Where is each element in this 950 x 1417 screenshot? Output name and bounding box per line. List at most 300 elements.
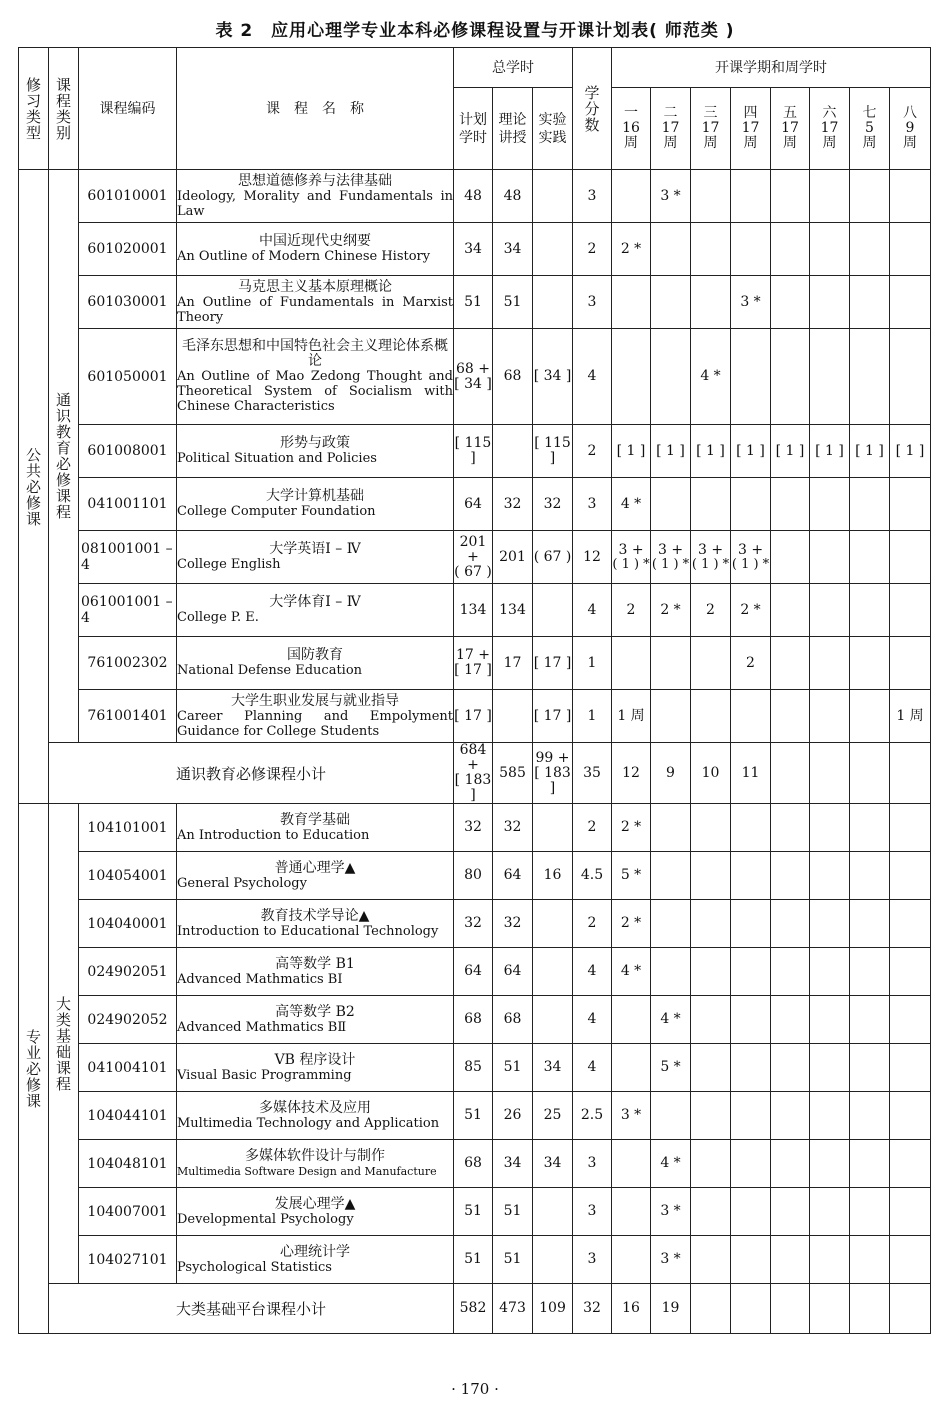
semester-8-hours xyxy=(890,900,931,948)
semester-6-hours xyxy=(810,531,850,584)
course-name-cn: 教育技术学导论▲ xyxy=(260,907,370,924)
semester-num: 六 xyxy=(822,105,837,121)
course-name-en: College English xyxy=(177,557,281,572)
semester-value: 3 * xyxy=(620,1107,642,1123)
semester-2-hours xyxy=(651,948,691,996)
practice-hours xyxy=(533,852,573,900)
subtotal-semester-8 xyxy=(890,1284,931,1334)
semester-1-hours xyxy=(612,1140,651,1188)
subtotal-lecture xyxy=(493,743,533,804)
course-name-en: College Computer Foundation xyxy=(177,504,376,519)
semester-value: 2 * xyxy=(620,819,642,835)
semester-value: 2 xyxy=(706,601,715,618)
semester-4-hours xyxy=(731,276,771,329)
semester-7-hours xyxy=(850,1044,890,1092)
semester-4-hours xyxy=(731,900,771,948)
semester-4-hours xyxy=(731,948,771,996)
credits-value: 3 xyxy=(587,1155,597,1171)
semester-1-hours xyxy=(612,223,651,276)
practice-hours xyxy=(533,170,573,223)
semester-5-hours xyxy=(771,223,810,276)
semester-6-hours xyxy=(810,1188,850,1236)
credits-value: 1 xyxy=(587,654,597,671)
course-name-en: General Psychology xyxy=(177,875,307,891)
planned-hours-value: [ 17 ] xyxy=(454,707,492,724)
semester-weeks: 17 xyxy=(661,120,680,136)
subtotal-semester-2 xyxy=(651,743,691,804)
semester-value: 10 xyxy=(701,764,720,781)
semester-3-hours xyxy=(691,996,731,1044)
course-name-cn: 中国近现代史纲要 xyxy=(259,233,371,249)
planned-hours xyxy=(454,223,493,276)
semester-3-hours xyxy=(691,900,731,948)
semester-5-hours xyxy=(771,531,810,584)
practice-hours xyxy=(533,996,573,1044)
semester-7-hours xyxy=(850,584,890,637)
table-row xyxy=(19,425,931,478)
header-semester-schedule: 开课学期和周学时 xyxy=(612,48,931,88)
header-study-type: 修 习 类 型 xyxy=(19,48,49,170)
practice-hours-value: ( 67 ) xyxy=(533,548,572,565)
semester-3-hours xyxy=(691,223,731,276)
course-name-en: Visual Basic Programming xyxy=(177,1067,352,1083)
planned-hours xyxy=(454,1140,493,1188)
planned-hours-value: 51 xyxy=(464,1203,482,1219)
subtotal-semester-7 xyxy=(850,1284,890,1334)
semester-3-hours xyxy=(691,1140,731,1188)
semester-unit: 周 xyxy=(743,135,758,151)
course-name-cell xyxy=(177,1044,454,1092)
semester-1-hours xyxy=(612,478,651,531)
semester-2-hours xyxy=(651,425,691,478)
course-category-cell xyxy=(49,804,79,1284)
lecture-hours-value: 34 xyxy=(503,240,522,257)
lecture-hours xyxy=(493,1044,533,1092)
study-type-cell xyxy=(19,170,49,804)
course-name-en: Advanced Mathmatics BⅠ xyxy=(177,971,343,987)
semester-5-hours xyxy=(771,329,810,425)
planned-hours-value: 201 + xyxy=(459,533,487,565)
semester-5-hours xyxy=(771,170,810,223)
credits-value: 4 xyxy=(587,963,597,979)
semester-value-extra: ( 1 ) * xyxy=(691,556,730,572)
semester-value: 4 * xyxy=(620,495,642,512)
semester-value: 2 * xyxy=(740,601,761,618)
semester-2-hours xyxy=(651,584,691,637)
course-name-cn: 大学计算机基础 xyxy=(266,488,364,504)
practice-hours xyxy=(533,1044,573,1092)
subtotal-practice xyxy=(533,1284,573,1334)
credits-value: 1 xyxy=(587,707,597,724)
semester-7-hours xyxy=(850,690,890,743)
semester-num: 四 xyxy=(743,105,758,121)
lecture-hours-value: 26 xyxy=(503,1107,522,1123)
semester-num: 八 xyxy=(903,105,918,121)
practice-hours xyxy=(533,276,573,329)
semester-7-hours xyxy=(850,900,890,948)
semester-value: 2 xyxy=(626,601,636,618)
table-row xyxy=(19,584,931,637)
credits-value: 2 xyxy=(587,819,597,835)
semester-value-extra: ( 1 ) * xyxy=(651,556,690,572)
course-name-cell xyxy=(177,584,454,637)
credits-value: 3 xyxy=(587,293,597,310)
header-semester-5 xyxy=(771,88,810,170)
subtotal-semester-6 xyxy=(810,743,850,804)
credits-value: 2 xyxy=(587,442,597,459)
course-name-en: Career Planning and Empolyment Guidance for College Students xyxy=(177,708,453,739)
semester-2-hours xyxy=(651,531,691,584)
subtotal-planned xyxy=(454,1284,493,1334)
semester-1-hours xyxy=(612,425,651,478)
semester-value: 12 xyxy=(622,764,640,781)
semester-2-hours xyxy=(651,1236,691,1284)
header-semester-2 xyxy=(651,88,691,170)
course-name-cell xyxy=(177,1236,454,1284)
course-name-cn: 形势与政策 xyxy=(280,435,350,451)
course-name-cell xyxy=(177,531,454,584)
credits xyxy=(573,425,612,478)
table-row xyxy=(19,170,931,223)
semester-5-hours xyxy=(771,584,810,637)
semester-value: 5 * xyxy=(660,1059,681,1075)
study-type-label: 公 共 必 修 课 xyxy=(25,445,41,528)
table-body xyxy=(19,170,931,1334)
practice-hours-value: [ 17 ] xyxy=(533,654,572,671)
lecture-hours xyxy=(493,852,533,900)
planned-hours-value: 51 xyxy=(464,1251,482,1267)
credits xyxy=(573,170,612,223)
semester-value: 3 + xyxy=(618,541,644,558)
semester-8-hours xyxy=(890,425,931,478)
semester-5-hours xyxy=(771,804,810,852)
lecture-hours xyxy=(493,1140,533,1188)
semester-6-hours xyxy=(810,584,850,637)
practice-hours-value: [ 115 ] xyxy=(534,435,571,466)
planned-hours xyxy=(454,637,493,690)
semester-7-hours xyxy=(850,329,890,425)
course-name-en: Multimedia Software Design and Manufacture xyxy=(177,1164,437,1178)
planned-hours xyxy=(454,900,493,948)
semester-8-hours xyxy=(890,948,931,996)
semester-6-hours xyxy=(810,996,850,1044)
planned-hours-value: 80 xyxy=(464,867,482,883)
subtotal-credits-value: 35 xyxy=(583,764,601,781)
course-code: 761001401 xyxy=(79,690,177,743)
semester-1-hours xyxy=(612,900,651,948)
planned-hours-value: 134 xyxy=(459,601,487,618)
semester-num: 一 xyxy=(624,105,639,121)
course-name-en: An Outline of Modern Chinese History xyxy=(177,249,431,264)
course-code: 104044101 xyxy=(79,1092,177,1140)
lecture-hours xyxy=(493,900,533,948)
table-row xyxy=(19,996,931,1044)
lecture-hours xyxy=(493,637,533,690)
semester-7-hours xyxy=(850,804,890,852)
lecture-hours xyxy=(493,948,533,996)
credits xyxy=(573,690,612,743)
semester-3-hours xyxy=(691,1092,731,1140)
subtotal-semester-1 xyxy=(612,743,651,804)
semester-7-hours xyxy=(850,1236,890,1284)
lecture-hours-value: 51 xyxy=(503,1203,522,1219)
subtotal-practice xyxy=(533,743,573,804)
lecture-hours-value: 64 xyxy=(503,963,522,979)
course-name-cell xyxy=(177,1140,454,1188)
lecture-hours-value: 17 xyxy=(503,654,522,671)
planned-hours xyxy=(454,852,493,900)
table-row xyxy=(19,852,931,900)
credits-value: 4 xyxy=(587,601,597,618)
subtotal-planned-value: 684 + xyxy=(459,742,487,773)
practice-hours xyxy=(533,531,573,584)
course-name-cn: 毛泽东思想和中国特色社会主义理论体系概论 xyxy=(182,338,448,369)
planned-hours-value: 68 + xyxy=(456,360,490,377)
planned-hours xyxy=(454,690,493,743)
credits xyxy=(573,223,612,276)
course-name-cn: 普通心理学▲ xyxy=(274,859,356,876)
semester-5-hours xyxy=(771,690,810,743)
course-name-cn: 教育学基础 xyxy=(280,811,350,828)
semester-4-hours xyxy=(731,425,771,478)
semester-8-hours xyxy=(890,1188,931,1236)
semester-unit: 周 xyxy=(624,135,639,151)
semester-5-hours xyxy=(771,1092,810,1140)
semester-4-hours xyxy=(731,637,771,690)
planned-hours-value: 64 xyxy=(464,495,482,512)
semester-1-hours xyxy=(612,1044,651,1092)
semester-4-hours xyxy=(731,852,771,900)
credits-value: 2.5 xyxy=(580,1107,604,1123)
subtotal-semester-5 xyxy=(771,1284,810,1334)
subtotal-lecture-value: 473 xyxy=(499,1300,526,1316)
course-name-cell xyxy=(177,996,454,1044)
lecture-hours xyxy=(493,531,533,584)
semester-3-hours xyxy=(691,852,731,900)
header-semester-4 xyxy=(731,88,771,170)
semester-unit: 周 xyxy=(703,135,718,151)
planned-hours-value: 64 xyxy=(464,963,482,979)
table-row xyxy=(19,1092,931,1140)
semester-value: [ 1 ] xyxy=(815,442,844,459)
credits-value: 3 xyxy=(587,1203,597,1219)
lecture-hours xyxy=(493,804,533,852)
course-name-en: An Outline of Fundamentals in Marxist Theory xyxy=(177,294,453,325)
course-code: 041004101 xyxy=(79,1044,177,1092)
planned-hours-value: 17 + xyxy=(456,647,490,663)
planned-hours xyxy=(454,996,493,1044)
table-row xyxy=(19,900,931,948)
semester-6-hours xyxy=(810,329,850,425)
practice-hours xyxy=(533,900,573,948)
course-name-cell xyxy=(177,1188,454,1236)
semester-6-hours xyxy=(810,1140,850,1188)
credits xyxy=(573,478,612,531)
course-name-en: An Outline of Mao Zedong Thought and Theoretical System of Socialism with Chinese Characteristics xyxy=(177,369,453,414)
semester-unit: 周 xyxy=(783,135,798,151)
planned-hours xyxy=(454,1044,493,1092)
semester-value: 3 * xyxy=(660,1203,681,1219)
header-course-category: 课 程 类 别 xyxy=(49,48,79,170)
semester-5-hours xyxy=(771,425,810,478)
lecture-hours-value: 51 xyxy=(503,293,522,310)
semester-weeks: 17 xyxy=(701,120,720,136)
semester-1-hours xyxy=(612,1236,651,1284)
semester-5-hours xyxy=(771,1140,810,1188)
semester-num: 三 xyxy=(703,105,718,121)
semester-6-hours xyxy=(810,1044,850,1092)
semester-6-hours xyxy=(810,637,850,690)
semester-4-hours xyxy=(731,1188,771,1236)
practice-hours xyxy=(533,223,573,276)
semester-7-hours xyxy=(850,478,890,531)
header-semester-8 xyxy=(890,88,931,170)
subtotal-lecture xyxy=(493,1284,533,1334)
course-table xyxy=(18,47,931,1334)
semester-6-hours xyxy=(810,223,850,276)
subtotal-credits xyxy=(573,743,612,804)
credits-value: 12 xyxy=(583,548,601,565)
lecture-hours xyxy=(493,223,533,276)
course-name-cell xyxy=(177,223,454,276)
planned-hours-value: 51 xyxy=(464,293,482,310)
semester-value: 3 * xyxy=(660,1251,681,1267)
semester-8-hours xyxy=(890,637,931,690)
course-name-cn: 心理统计学 xyxy=(280,1243,350,1260)
semester-4-hours xyxy=(731,584,771,637)
practice-hours xyxy=(533,1140,573,1188)
course-code: 061001001 – 4 xyxy=(79,584,177,637)
subtotal-semester-4 xyxy=(731,743,771,804)
course-name-cell xyxy=(177,690,454,743)
semester-3-hours xyxy=(691,170,731,223)
semester-4-hours xyxy=(731,804,771,852)
semester-3-hours xyxy=(691,584,731,637)
course-code: 081001001 – 4 xyxy=(79,531,177,584)
course-code: 104027101 xyxy=(79,1236,177,1284)
semester-8-hours xyxy=(890,1092,931,1140)
credits-value: 4 xyxy=(587,368,597,384)
table-row xyxy=(19,1236,931,1284)
semester-1-hours xyxy=(612,948,651,996)
planned-hours-value: 32 xyxy=(464,915,482,931)
semester-4-hours xyxy=(731,478,771,531)
study-type-cell xyxy=(19,804,49,1334)
lecture-hours xyxy=(493,584,533,637)
credits xyxy=(573,637,612,690)
subtotal-semester-8 xyxy=(890,743,931,804)
semester-5-hours xyxy=(771,900,810,948)
semester-unit: 周 xyxy=(822,135,837,151)
semester-3-hours xyxy=(691,1236,731,1284)
semester-value: 16 xyxy=(622,1300,640,1316)
semester-value: [ 1 ] xyxy=(736,442,765,459)
table-row xyxy=(19,690,931,743)
course-name-cell xyxy=(177,478,454,531)
semester-6-hours xyxy=(810,276,850,329)
course-name-en: An Introduction to Education xyxy=(177,827,370,843)
semester-5-hours xyxy=(771,276,810,329)
planned-hours xyxy=(454,478,493,531)
planned-hours xyxy=(454,531,493,584)
course-name-cn: 思想道德修养与法律基础 xyxy=(238,172,392,189)
subtotal-semester-1 xyxy=(612,1284,651,1334)
semester-value-extra: ( 1 ) * xyxy=(731,556,770,572)
course-name-cell xyxy=(177,637,454,690)
header-semester-6 xyxy=(810,88,850,170)
practice-hours xyxy=(533,1236,573,1284)
semester-4-hours xyxy=(731,329,771,425)
course-name-en: Multimedia Technology and Application xyxy=(177,1115,440,1131)
table-row xyxy=(19,948,931,996)
semester-value: 2 * xyxy=(660,601,681,618)
semester-2-hours xyxy=(651,478,691,531)
semester-value: [ 1 ] xyxy=(895,442,925,459)
semester-2-hours xyxy=(651,690,691,743)
subtotal-row xyxy=(19,1284,931,1334)
semester-6-hours xyxy=(810,690,850,743)
semester-7-hours xyxy=(850,170,890,223)
semester-7-hours xyxy=(850,1188,890,1236)
planned-hours xyxy=(454,425,493,478)
header-semester-7 xyxy=(850,88,890,170)
semester-1-hours xyxy=(612,996,651,1044)
semester-6-hours xyxy=(810,1092,850,1140)
credits-value: 4 xyxy=(587,1011,597,1027)
course-code: 104040001 xyxy=(79,900,177,948)
practice-hours xyxy=(533,478,573,531)
page-number: · 170 · xyxy=(451,1380,499,1398)
semester-5-hours xyxy=(771,1236,810,1284)
course-name-cell xyxy=(177,804,454,852)
subtotal-practice-value-extra: [ 183 ] xyxy=(534,764,571,796)
semester-4-hours xyxy=(731,1044,771,1092)
course-code: 601050001 xyxy=(79,329,177,425)
credits xyxy=(573,1092,612,1140)
semester-value: [ 1 ] xyxy=(656,442,685,459)
semester-2-hours xyxy=(651,1140,691,1188)
planned-hours-value: 85 xyxy=(464,1059,482,1075)
semester-6-hours xyxy=(810,478,850,531)
semester-8-hours xyxy=(890,170,931,223)
lecture-hours-value: 134 xyxy=(499,601,526,618)
semester-value: 3 * xyxy=(740,293,761,310)
subtotal-semester-4 xyxy=(731,1284,771,1334)
practice-hours xyxy=(533,804,573,852)
lecture-hours xyxy=(493,996,533,1044)
lecture-hours-value: 32 xyxy=(503,495,522,512)
table-row xyxy=(19,276,931,329)
semester-3-hours xyxy=(691,425,731,478)
credits xyxy=(573,1140,612,1188)
planned-hours-value: 51 xyxy=(464,1107,482,1123)
semester-3-hours xyxy=(691,637,731,690)
credits-value: 3 xyxy=(587,187,597,204)
semester-value: 3 + xyxy=(737,541,764,558)
semester-weeks: 9 xyxy=(905,120,915,136)
credits-value: 3 xyxy=(587,1251,597,1267)
lecture-hours-value: 51 xyxy=(503,1059,522,1075)
course-name-cell xyxy=(177,276,454,329)
course-code: 041001101 xyxy=(79,478,177,531)
practice-hours xyxy=(533,1092,573,1140)
semester-value: 4 * xyxy=(660,1155,681,1171)
credits xyxy=(573,1236,612,1284)
course-name-cell xyxy=(177,170,454,223)
semester-unit: 周 xyxy=(663,135,678,151)
semester-1-hours xyxy=(612,637,651,690)
course-name-cell xyxy=(177,425,454,478)
